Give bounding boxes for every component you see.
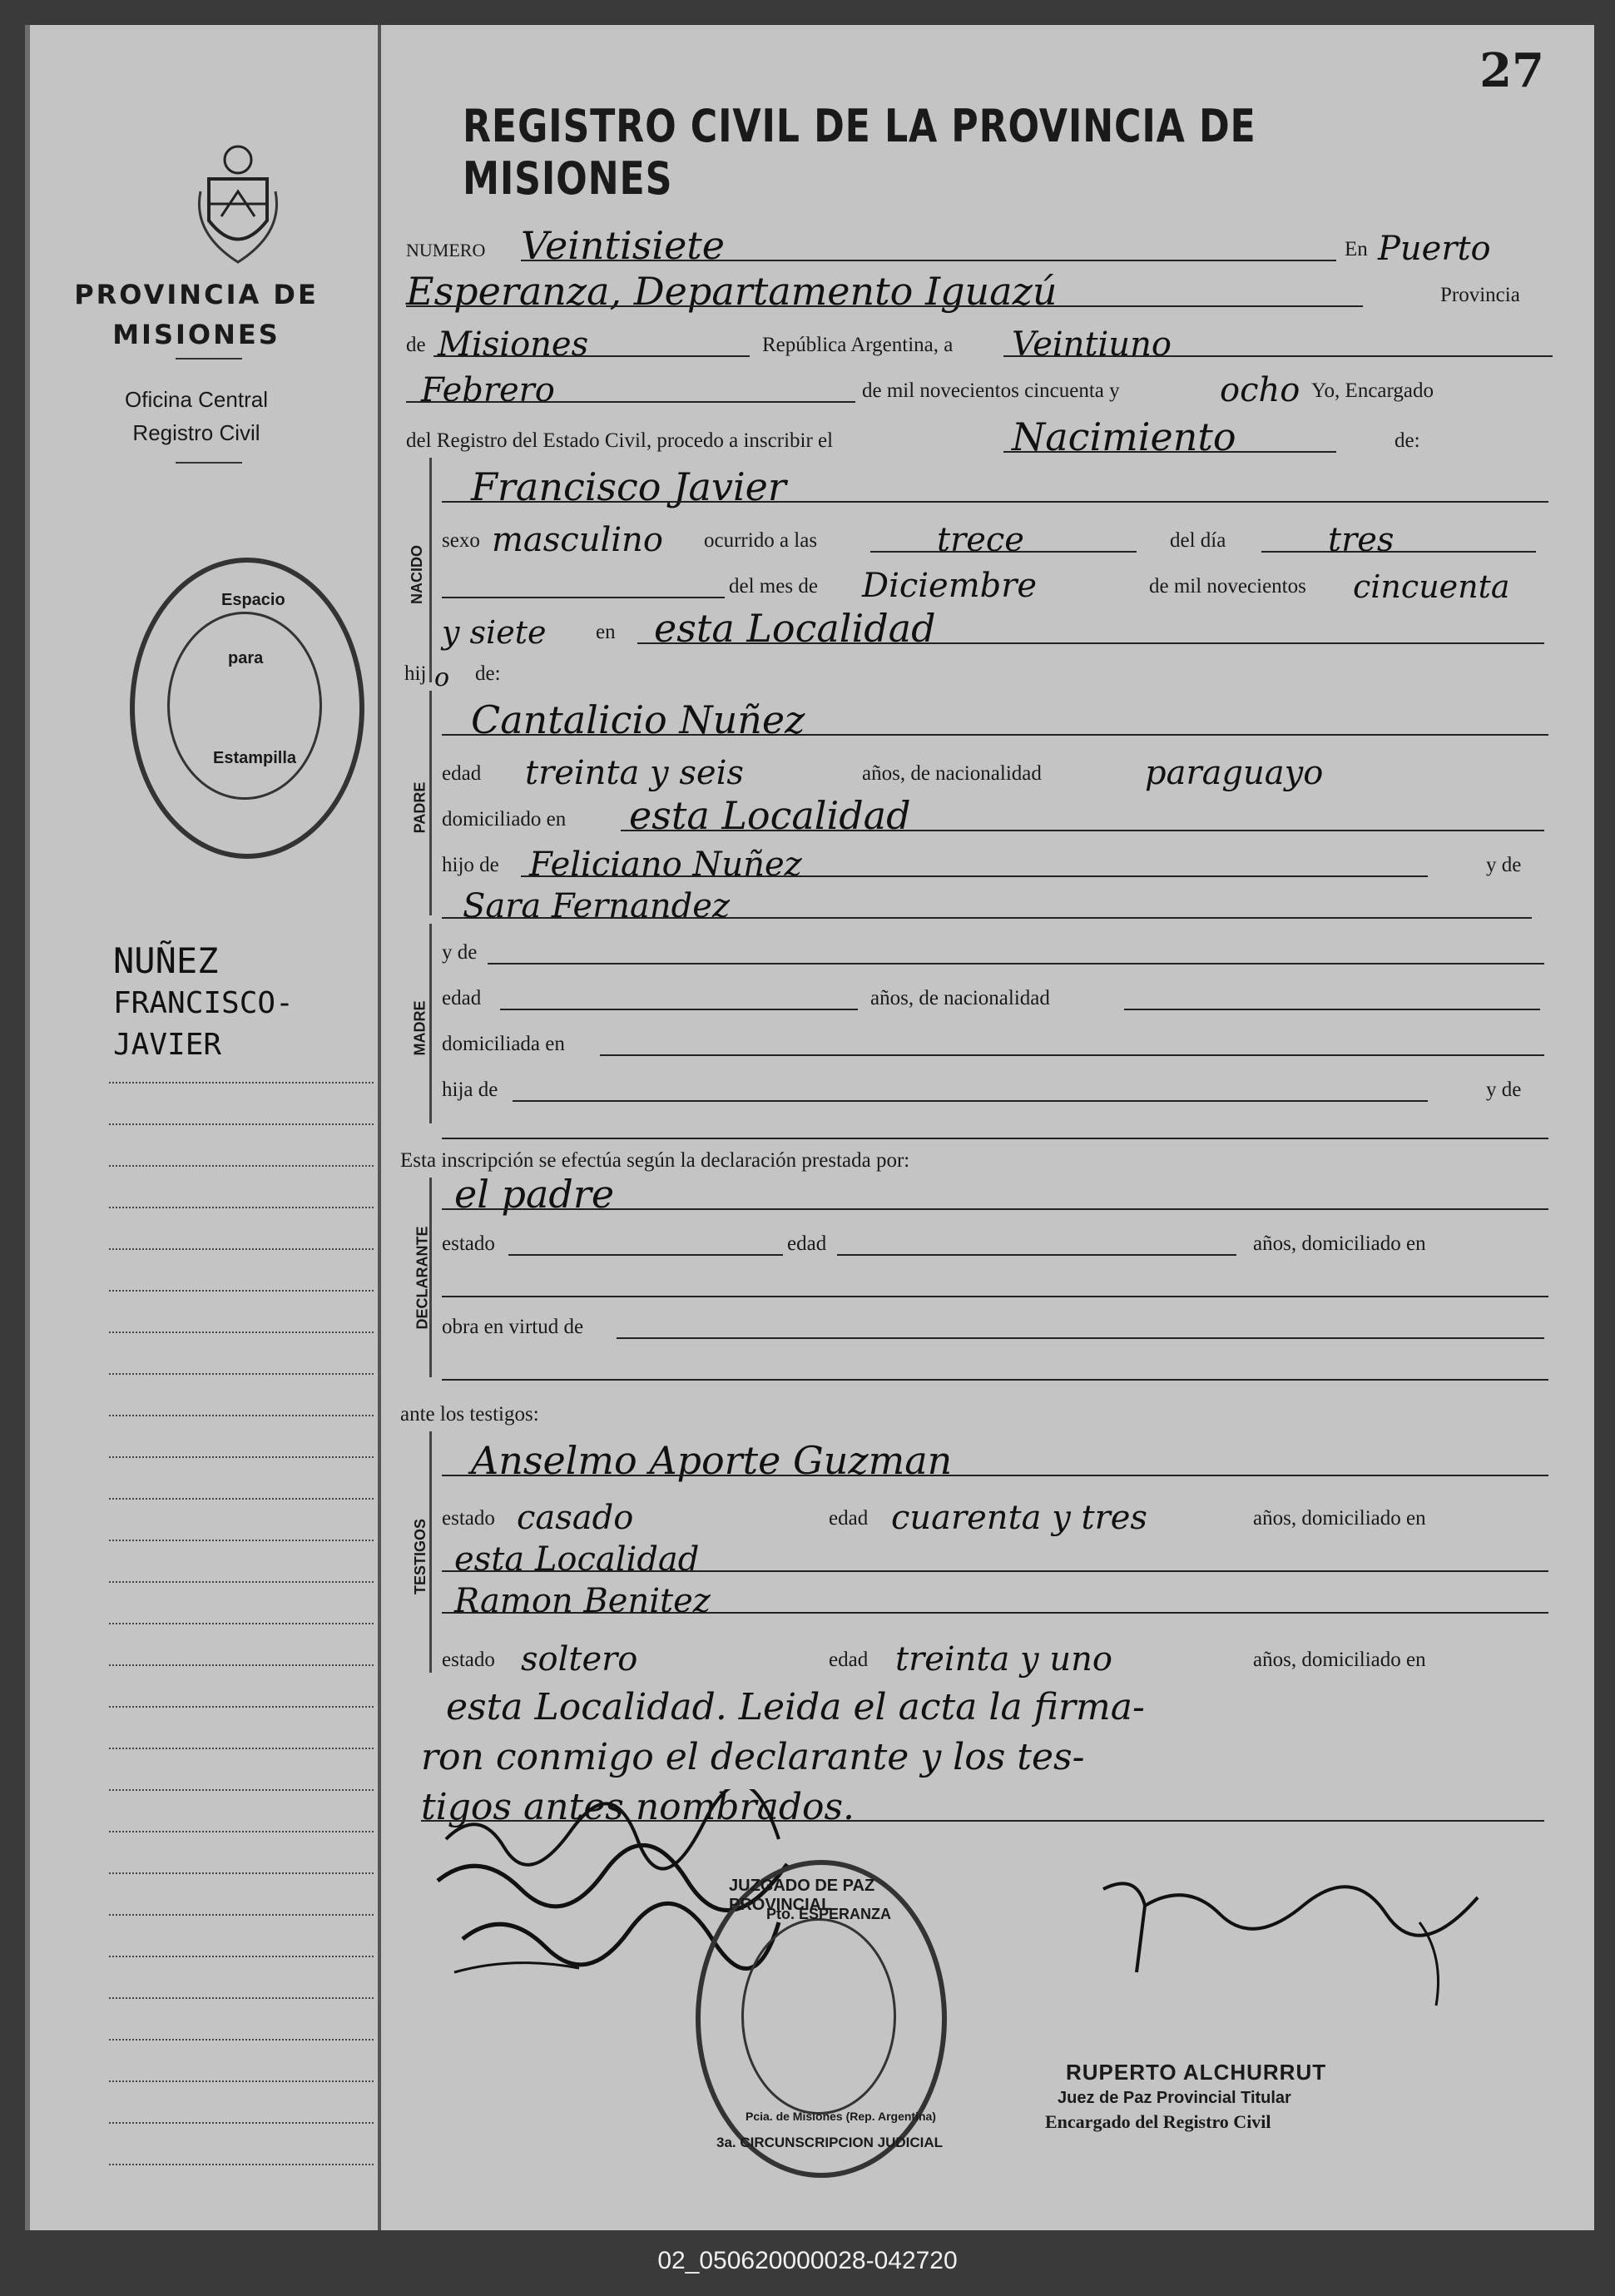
margin-ruled-line xyxy=(109,1207,374,1210)
declaracion-intro-row: Esta inscripción se efectúa según la declaración prestada por: xyxy=(400,1149,910,1172)
official-seal: JUZGADO DE PAZ PROVINCIAL Pto. ESPERANZA Pcia. de Misiones (Rep. Argentina) 3a. CIRCUNSCRIPCION JUDICIAL xyxy=(696,1860,945,2176)
margin-ruled-line xyxy=(109,1748,374,1751)
inscribir-row: del Registro del Estado Civil, procedo a inscribir el Nacimiento de: xyxy=(406,414,1420,459)
testigo1-dom-row: esta Localidad xyxy=(396,1527,1578,1577)
judge-signature xyxy=(1087,1856,1519,2022)
province-heading: PROVINCIA DE MISIONES xyxy=(74,279,319,350)
margin-ruled-line xyxy=(109,2039,374,2042)
signature-block xyxy=(1045,2060,1326,2133)
margin-ruled-line xyxy=(109,2080,374,2084)
nacido-name-row: Francisco Javier xyxy=(396,458,1578,508)
closing-row-3: tigos antes nombrados. xyxy=(396,1777,1578,1827)
mes-row: del mes de Diciembre de mil novecientos cincuenta xyxy=(396,553,1578,603)
lugar-row: y siete en esta Localidad xyxy=(396,599,1578,649)
testigos-label: TESTIGOS xyxy=(412,1518,429,1595)
divider xyxy=(176,358,242,360)
testigos-intro-row: ante los testigos: xyxy=(400,1403,539,1426)
page-title: REGISTRO CIVIL DE LA PROVINCIA DE MISIONES xyxy=(463,100,1256,205)
margin-ruled-line xyxy=(109,1290,374,1293)
padre-label: PADRE xyxy=(411,781,429,834)
margin-ruled-line xyxy=(109,1664,374,1668)
margin-ruled-line xyxy=(109,1956,374,1959)
testigo1-name-row: Anselmo Aporte Guzman xyxy=(396,1431,1578,1481)
margin-ruled-line xyxy=(109,1540,374,1543)
madre-hija-row: hija de y de xyxy=(442,1079,1522,1101)
judge-role: Juez de Paz Provincial Titular xyxy=(1058,2089,1291,2107)
stamp-area: Espacio para Estampilla xyxy=(121,541,371,874)
hijo-row: hij o de: xyxy=(404,662,501,692)
record-body xyxy=(396,25,1578,2230)
padre-edad-row: edad treinta y seis años, de nacionalidad paraguayo xyxy=(442,754,1324,792)
place-row: Esperanza, Departamento Iguazú Provincia xyxy=(406,269,1520,314)
margin-ruled-line xyxy=(109,1498,374,1501)
nacido-label: NACIDO xyxy=(409,545,425,604)
margin-ruled-line xyxy=(109,1914,374,1917)
declarante-value-row: el padre xyxy=(396,1165,1578,1215)
margin-ruled-line xyxy=(109,1831,374,1834)
margin-ruled-line xyxy=(109,1789,374,1793)
margin-ruled-line xyxy=(109,2164,374,2167)
margin-ruled-line xyxy=(109,1373,374,1376)
register-page xyxy=(25,25,1594,2230)
closing-row-1: esta Localidad. Leida el acta la firma- xyxy=(446,1686,1145,1728)
numero-row: NUMERO Veintisiete En Puerto xyxy=(406,223,1491,268)
closing-row-2: ron conmigo el declarante y los tes- xyxy=(421,1736,1085,1778)
testigo1-estado-row: estado casado edad cuarenta y tres años, domiciliado en xyxy=(442,1499,1426,1537)
margin-ruled-line xyxy=(109,1623,374,1626)
registry-role: Encargado del Registro Civil xyxy=(1045,2111,1271,2132)
declarante-extra-row-2 xyxy=(396,1336,1578,1386)
margin-given-name: FRANCISCO- xyxy=(113,986,294,1020)
margin-ruled-line xyxy=(109,1248,374,1252)
padre-hijo-row: hijo de Feliciano Nuñez y de xyxy=(442,846,1522,884)
margin-given-name-2: JAVIER xyxy=(113,1028,222,1062)
padre-name-row: Cantalicio Nuñez xyxy=(396,691,1578,741)
margin-ruled-line xyxy=(109,1997,374,2001)
declarante-estado-row: estado edad años, domiciliado en xyxy=(442,1232,1426,1255)
testigo2-estado-row: estado soltero edad treinta y uno años, domiciliado en xyxy=(442,1640,1426,1679)
margin-ruled-line xyxy=(109,1581,374,1584)
margin-ruled-line xyxy=(109,1165,374,1168)
page-number: 27 xyxy=(1479,43,1544,98)
left-margin-column xyxy=(30,25,378,2230)
margin-divider xyxy=(378,25,381,2230)
margin-ruled-line xyxy=(109,1331,374,1335)
coat-of-arms-icon xyxy=(192,141,284,266)
declarante-label: DECLARANTE xyxy=(414,1226,431,1330)
margin-ruled-line xyxy=(109,1872,374,1876)
madre-yde-row: y de xyxy=(396,920,1578,969)
office-heading: Oficina Central Registro Civil xyxy=(125,387,268,445)
madre-dom-row: domiciliada en xyxy=(396,1011,1578,1061)
testigo2-name-row: Ramon Benitez xyxy=(396,1569,1578,1619)
margin-ruled-line xyxy=(109,1123,374,1127)
divider xyxy=(176,462,242,464)
margin-ruled-line xyxy=(109,1415,374,1418)
image-id: 02_050620000028-042720 xyxy=(657,2247,958,2274)
margin-ruled-line xyxy=(109,1456,374,1460)
sexo-row: sexo masculino ocurrido a las trece del día tres xyxy=(396,508,1578,558)
province-row: de Misiones República Argentina, a Veintiuno xyxy=(396,312,1578,362)
judge-name: RUPERTO ALCHURRUT xyxy=(1066,2060,1327,2085)
declarante-obra-row: obra en virtud de xyxy=(396,1294,1578,1344)
madre-edad-row: edad años, de nacionalidad xyxy=(396,965,1578,1015)
margin-ruled-line xyxy=(109,1706,374,1709)
margin-ruled-line xyxy=(109,2122,374,2125)
padre-dom-row: domiciliado en esta Localidad xyxy=(396,786,1578,836)
madre-label: MADRE xyxy=(411,1000,429,1056)
margin-ruled-line xyxy=(109,1082,374,1085)
date-row: Febrero de mil novecientos cincuenta y ocho Yo, Encargado xyxy=(396,358,1578,408)
margin-surname: NUÑEZ xyxy=(113,940,219,981)
padre-madre-row: Sara Fernandez xyxy=(396,874,1578,924)
